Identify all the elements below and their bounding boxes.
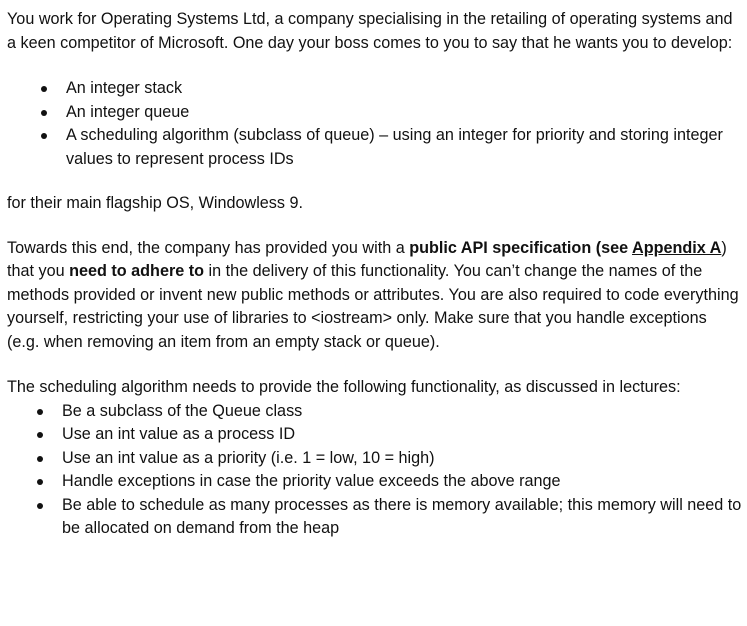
requirements-list [7,77,742,171]
list-item [37,470,742,494]
list-item-text: Be able to schedule as many processes as there is memory available; this memory will need to be allocated on demand from the heap [62,495,742,537]
api-paragraph [7,237,742,355]
api-bold-adhere: need to adhere to [69,262,205,280]
list-item [41,77,742,101]
api-text-part2: ) that you [7,238,727,280]
list-item-text: An integer queue [66,102,190,121]
scheduling-list [7,400,742,541]
api-text-part1: Towards this end, the company has provided you with a [7,238,410,257]
list-item-text: Use an int value as a process ID [62,425,296,443]
list-item [41,124,742,171]
scheduling-paragraph: The scheduling algorithm needs to provide the following functionality, as discussed in lectures: [7,378,681,396]
list-item [37,494,742,541]
appendix-a-link[interactable]: Appendix A [632,238,722,257]
list-item [41,101,742,125]
list-item [37,447,742,471]
list-item [37,423,742,447]
list-item-text: A scheduling algorithm (subclass of queue) – using an integer for priority and storing integer values to represent process IDs [66,126,723,168]
list-item-text: An integer stack [66,79,183,97]
list-item-text: Use an int value as a priority (i.e. 1 = low, 10 = high) [62,448,435,467]
list-item-text: Handle exceptions in case the priority value exceeds the above range [62,472,561,490]
list-item-text: Be a subclass of the Queue class [62,401,303,420]
api-text-part3: in the delivery of this functionality. You can’t change the names of the methods provided or invent new public methods or attributes. You are also required to code everything yourself, restricting your use of libraries to <iostream> only. Make sure that you handle exceptions (e.g. when removing an item from an empty stack or queue). [7,262,739,351]
document-body [7,8,742,541]
api-bold-spec: public API specification (see [409,238,633,257]
flagship-paragraph: for their main flagship OS, Windowless 9. [7,194,303,212]
list-item [37,400,742,424]
intro-paragraph: You work for Operating Systems Ltd, a company specialising in the retailing of operating systems and a keen competitor of Microsoft. One day your boss comes to you to say that he wants you to develop: [7,10,733,52]
